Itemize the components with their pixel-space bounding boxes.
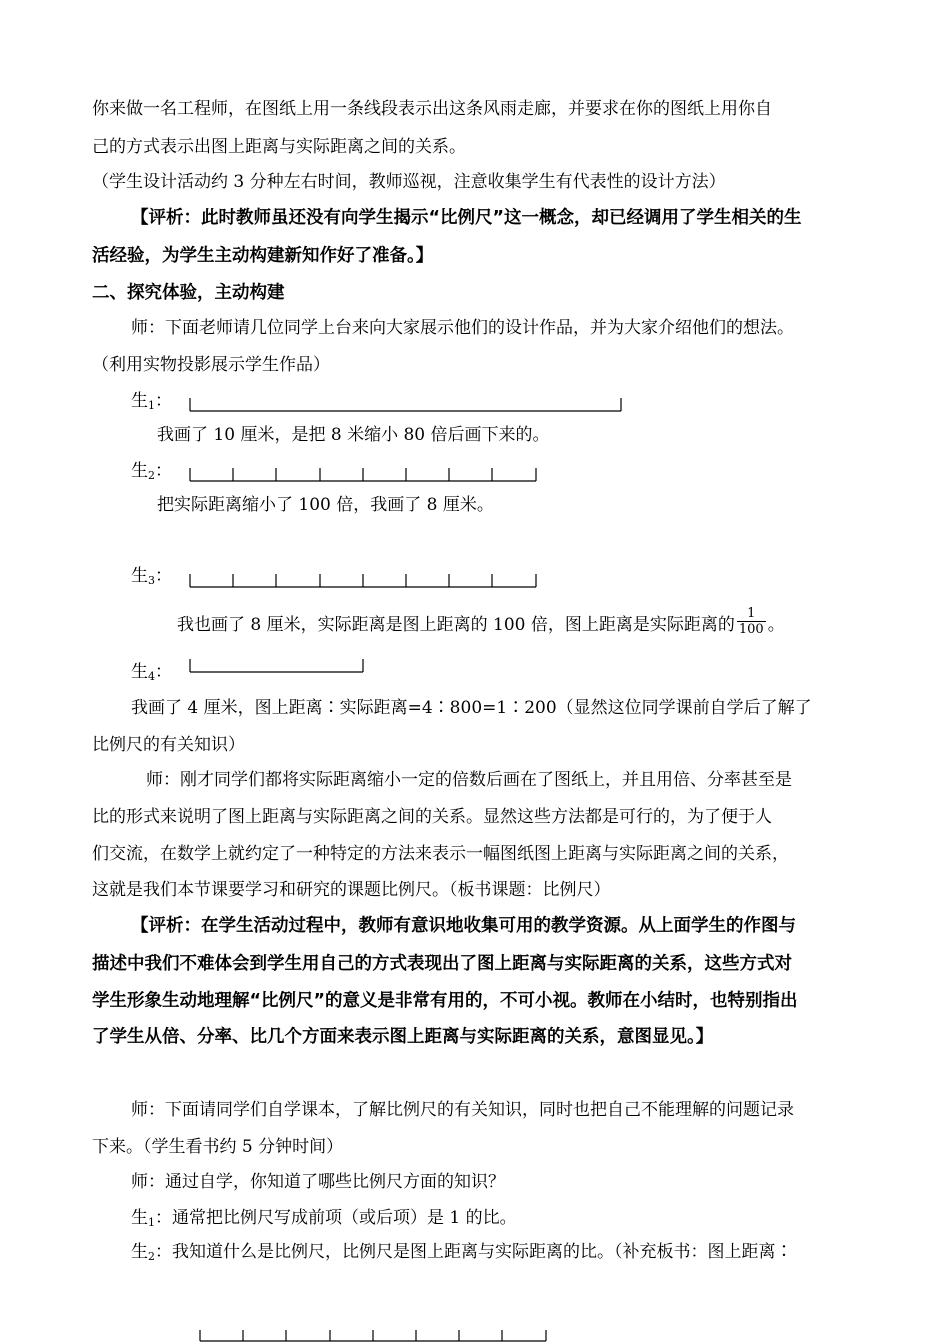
paragraph-line: （学生设计活动约 3 分种左右时间，教师巡视，注意收集学生有代表性的设计方法） [92, 172, 726, 192]
student-text: 我画了 10 厘米，是把 8 米缩小 80 倍后画下来的。 [157, 425, 550, 445]
paragraph-line: 师：下面请同学们自学课本，了解比例尺的有关知识，同时也把自己不能理解的问题记录 [131, 1100, 794, 1120]
paragraph-line: 你来做一名工程师，在图纸上用一条线段表示出这条风雨走廊，并要求在你的图纸上用你自 [92, 99, 772, 119]
paragraph-line: 这就是我们本节课要学习和研究的课题比例尺。（板书课题：比例尺） [92, 880, 611, 900]
commentary-line: 学生形象生动地理解“比例尺”的意义是非常有用的，不可小视。教师在小结时，也特别指出 [92, 991, 798, 1011]
student-text: 把实际距离缩小了 100 倍，我画了 8 厘米。 [157, 495, 494, 515]
commentary-line: 【评析：此时教师虽还没有向学生揭示“比例尺”这一概念，却已经调用了学生相关的生 [131, 208, 802, 228]
student-label: 生4： [131, 662, 172, 683]
section-heading: 二、探究体验，主动构建 [92, 283, 285, 303]
paragraph-line: （利用实物投影展示学生作品） [92, 355, 330, 375]
paragraph-line: 师：刚才同学们都将实际距离缩小一定的倍数后画在了图纸上，并且用倍、分率甚至是 [146, 770, 792, 790]
student-label: 生3： [131, 566, 172, 587]
paragraph-line: 己的方式表示出图上距离与实际距离之间的关系。 [92, 137, 466, 157]
line-segment-10cm [186, 394, 626, 414]
student-label: 生2： [131, 461, 172, 482]
paragraph-line: 们交流，在数学上就约定了一种特定的方法来表示一幅图纸图上距离与实际距离之间的关系， [92, 844, 789, 864]
commentary-line: 了学生从倍、分率、比几个方面来表示图上距离与实际距离的关系，意图显见。】 [92, 1027, 714, 1047]
segmented-ruler-8cm [186, 570, 546, 592]
paragraph-line: 师：通过自学，你知道了哪些比例尺方面的知识？ [131, 1172, 505, 1192]
segmented-ruler-8cm [186, 464, 546, 486]
commentary-line: 【评析：在学生活动过程中，教师有意识地收集可用的教学资源。从上面学生的作图与 [131, 916, 796, 936]
commentary-line: 描述中我们不难体会到学生用自己的方式表现出了图上距离与实际距离的关系，这些方式对 [92, 954, 792, 974]
paragraph-line: 师：下面老师请几位同学上台来向大家展示他们的设计作品，并为大家介绍他们的想法。 [131, 318, 794, 338]
student-text: 比例尺的有关知识） [92, 735, 245, 755]
paragraph-line: 下来。（学生看书约 5 分钟时间） [92, 1137, 344, 1157]
paragraph-line: 生2：我知道什么是比例尺，比例尺是图上距离与实际距离的比。（补充板书：图上距离∶ [131, 1242, 793, 1263]
student-text: 我也画了 8 厘米，实际距离是图上距离的 100 倍，图上距离是实际距离的 $\frac{1}{100}$ 。 [177, 606, 785, 637]
fraction: $\frac{1}{100}$ [738, 606, 764, 637]
paragraph-line: 生1：通常把比例尺写成前项（或后项）是 1 的比。 [131, 1208, 517, 1229]
commentary-line: 活经验，为学生主动构建新知作好了准备。】 [92, 246, 434, 266]
line-segment-4cm [186, 655, 371, 677]
student-label: 生1： [131, 391, 172, 412]
paragraph-line: 比的形式来说明了图上距离与实际距离之间的关系。显然这些方法都是可行的，为了便于人 [92, 807, 772, 827]
student-text: 我画了 4 厘米，图上距离∶实际距离=4∶800=1∶200（显然这位同学课前自学后了解了 [131, 698, 812, 718]
segmented-ruler-bottom [196, 1326, 556, 1344]
